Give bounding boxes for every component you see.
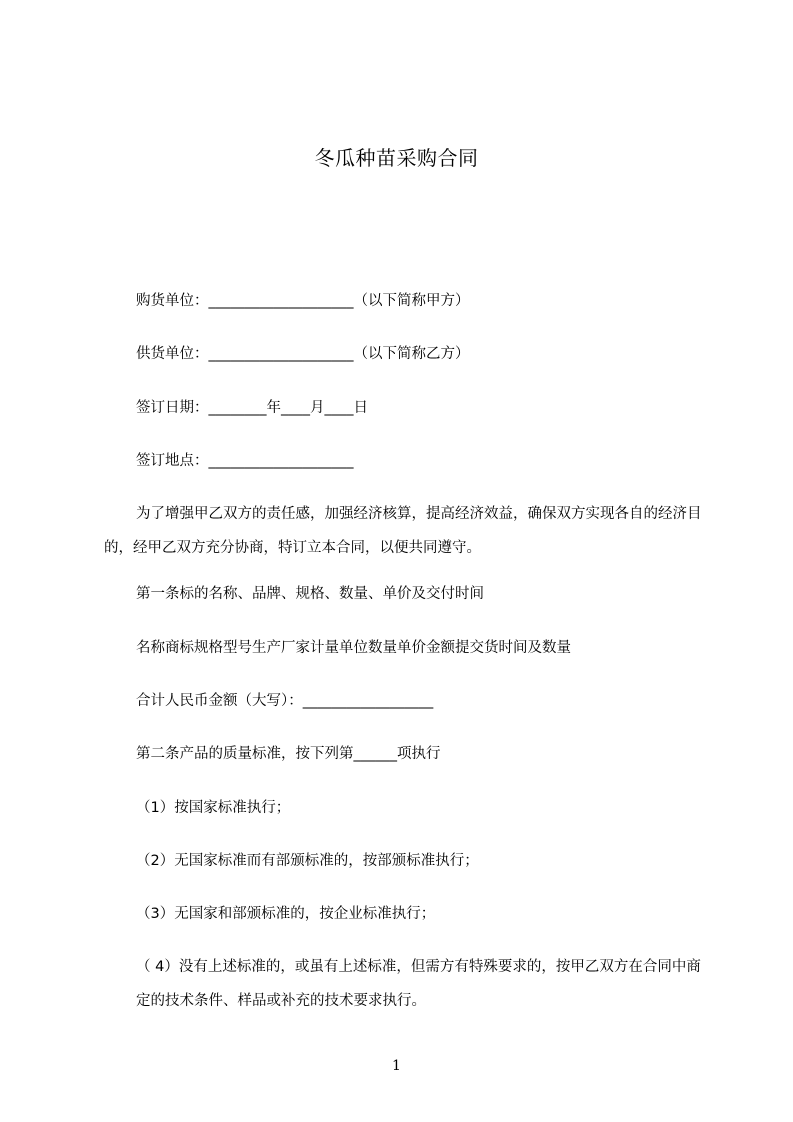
page-number: 1 [392,1058,401,1074]
seller-line: 供货单位：____________________（以下简称乙方） [136,346,470,362]
standard-item: （3）无国家和部颁标准的，按企业标准执行； [136,906,436,922]
signing-date-line: 签订日期：________年____月____日 [136,400,368,416]
intro-paragraph [104,497,704,565]
standard-item-4: （ 4）没有上述标准的，或虽有上述标准，但需方有特殊要求的，按甲乙双方在合同中商定的技术条件、样品或补充的技术要求执行。 [136,959,701,1009]
total-amount-line: 合计人民币金额（大写）：__________________ [136,693,434,709]
article1-heading: 第一条标的名称、品牌、规格、数量、单价及交付时间 [136,586,484,602]
buyer-line: 购货单位：____________________（以下简称甲方） [136,293,470,309]
signing-place-line: 签订地点：____________________ [136,453,354,469]
document-title: 冬瓜种苗采购合同 [314,146,479,170]
intro-paragraph-text: 为了增强甲乙双方的责任感，加强经济核算，提高经济效益，确保双方实现各自的经济目的，经甲乙双方充分协商，特订立本合同，以便共同遵守。 [104,506,702,556]
article2-heading: 第二条产品的质量标准，按下列第______项执行 [136,746,441,762]
article1-column-headers: 名称商标规格型号生产厂家计量单位数量单价金额提交货时间及数量 [136,640,571,656]
standard-item: （2）无国家标准而有部颁标准的，按部颁标准执行； [136,853,479,869]
standard-item: （1）按国家标准执行； [136,800,291,816]
